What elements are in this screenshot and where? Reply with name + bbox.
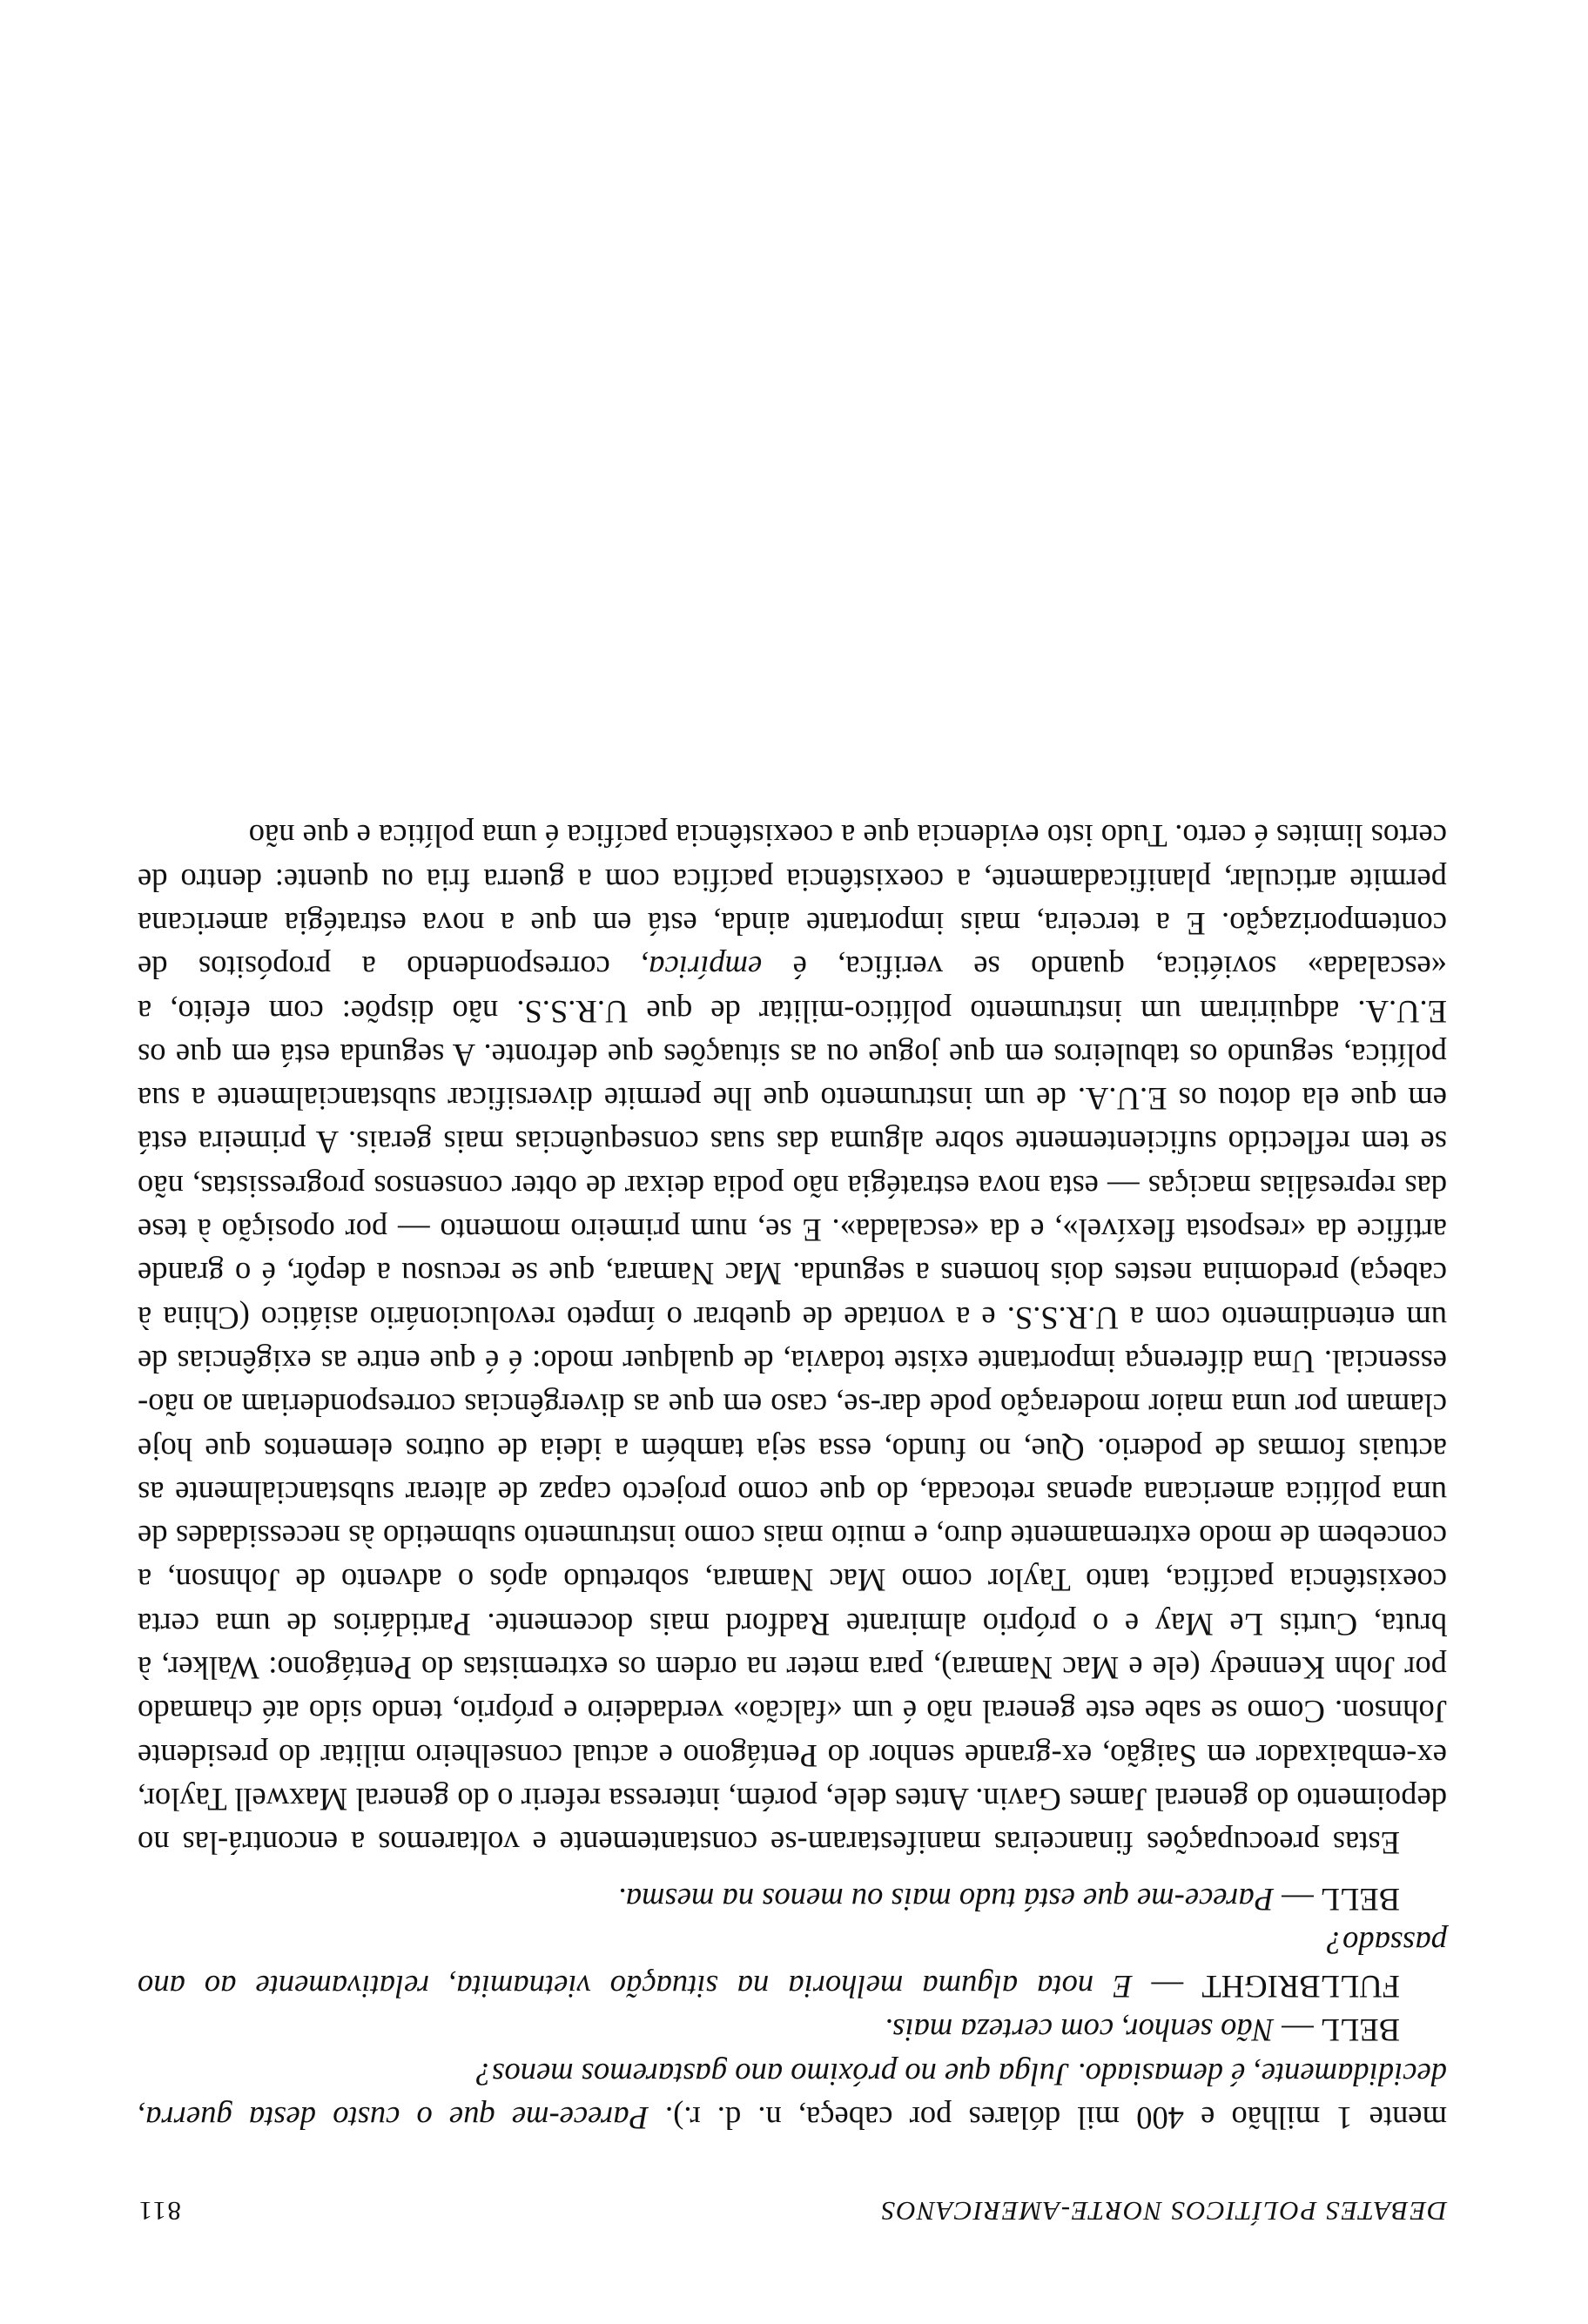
body-text-italic-word: empírica [649,950,763,986]
paragraph-cost-plain: mente 1 milhão e 400 mil dólares por cabeça, n. d. r.). [648,2100,1447,2136]
dialogue-bell-answer-2 [138,1877,1447,1920]
dialogue-bell-text-1: Não senhor, com certeza mais. [885,2012,1275,2049]
dialogue-bell-text-2: Parece-me que está tudo mais ou menos na mesma. [617,1881,1275,1918]
dialogue-bell-answer-1 [138,2008,1447,2052]
speaker-fullbright: FULLBRIGHT — [1132,1969,1400,2005]
body-text-tail: , correspondendo a propósitos de contemporização. E a terceira, mais importante ainda, está em que a nova estratégia americana permite articular, planificadamente, a coexistência pacífica com a guerra fria ou quente: dentro de certos limites é certo. Tudo isto evidencia que a coexistência pacífica é uma política e que não [138,818,1447,986]
page-content [138,814,1447,2227]
speaker-bell-1: BELL — [1274,2012,1400,2049]
page-number: 811 [138,2196,181,2227]
paragraph-cost-italic: Parece-me que o custo desta guerra, decididamente, é demasiado. Julga que no próximo ano gastaremos menos? [138,2056,1447,2136]
paragraph-cost-question [138,2052,1447,2139]
dialogue-fullbright-question [138,1921,1447,2009]
dialogue-fullbright-text: E nota alguma melhoria na situação vietnamita, relativamente ao ano passado? [138,1924,1447,2005]
speaker-bell-2: BELL — [1274,1881,1400,1918]
running-head [138,2195,1447,2227]
running-head-title: DEBATES POLÍTICOS NORTE-AMERICANOS [880,2196,1447,2227]
paragraph-main-body [138,814,1447,1864]
body-text-main: Estas preocupações financeiras manifestaram-se constantemente e voltaremos a encontrá-las no depoimento do general James Gavin. Antes dele, porém, interessa referir o do general Maxwell Taylor, ex-embaixador em Saigão, ex-grande senhor do Pentágono e actual conselheiro militar do presidente Johnson. Como se sabe este general não é um «falcão» verdadeiro e próprio, tendo sido até chamado por John Kennedy (ele e Mac Namara), para meter na ordem os extremistas do Pentágono: Walker, à bruta, Curtis Le May e o próprio almirante Radford mais docemente. Partidários de uma certa coexistência pacífica, tanto Taylor como Mac Namara, sobretudo após o advento de Johnson, a concebem de modo extremamente duro, e muito mais como instrumento submetido às necessidades de uma política americana apenas retocada, do que como projecto capaz de alterar substancialmente as actuais formas de poderio. Que, no fundo, essa seja também a ideia de outros elementos que hoje clamam por uma maior moderação pode dar-se, caso em que as divergências corresponderiam ao não-essencial. Uma diferença importante existe todavia, de qualquer modo: é é que entre as exigências de um entendimento com a U.R.S.S. e a vontade de quebrar o ímpeto revolucionário asiático (China à cabeça) predomina nestes dois homens a segunda. Mac Namara, que se recusou a depôr, é o grande artífice da «resposta flexível», e da «escalada». E se, num primeiro momento — por oposição à tese das represálias maciças — esta nova estratégia não podia deixar de obter consensos progressistas, não se tem reflectido suficientemente sobre alguma das suas consequências mais gerais. A primeira está em que ela dotou os E.U.A. de um instrumento que lhe permite diversificar substancialmente a sua política, segundo os tabuleiros em que jogue ou as situações que defronte. A segunda está em que os E.U.A. adquiriram um instrumento político-militar de que U.R.S.S. não dispõe: com efeito, a «escalada» soviética, quando se verifica, é [138,950,1447,1862]
paragraph-gap [138,1864,1447,1877]
